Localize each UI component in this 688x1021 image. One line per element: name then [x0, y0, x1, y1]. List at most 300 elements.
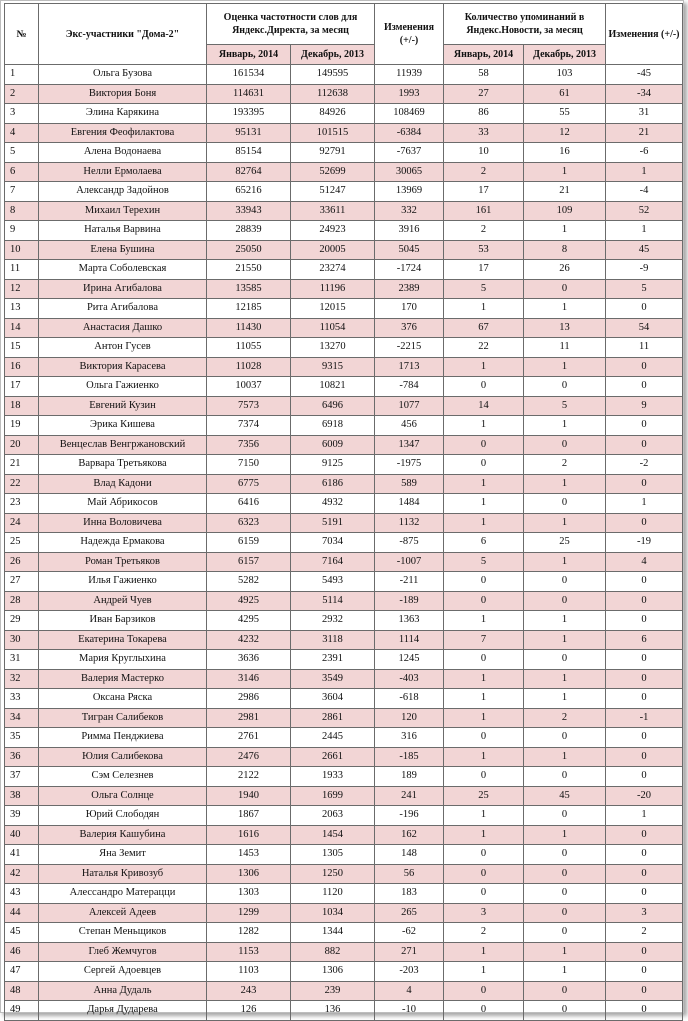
direct-jan-value: 243	[207, 981, 291, 1001]
news-change-value: 2	[606, 923, 683, 943]
direct-jan-value: 65216	[207, 182, 291, 202]
row-number: 7	[5, 182, 39, 202]
direct-change-value: 1245	[375, 650, 444, 670]
participant-name: Александр Задойнов	[39, 182, 207, 202]
table-row	[5, 416, 683, 436]
row-number: 25	[5, 533, 39, 553]
direct-jan-value: 193395	[207, 104, 291, 124]
direct-jan-value: 126	[207, 1001, 291, 1021]
direct-jan-value: 12185	[207, 299, 291, 319]
participant-name: Юлия Салибекова	[39, 747, 207, 767]
direct-dec-value: 5114	[291, 591, 375, 611]
news-dec-value: 0	[524, 884, 606, 904]
row-number: 9	[5, 221, 39, 241]
news-jan-value: 0	[444, 864, 524, 884]
participant-name: Валерия Мастерко	[39, 669, 207, 689]
news-jan-value: 0	[444, 845, 524, 865]
news-change-value: 1	[606, 494, 683, 514]
news-dec-value: 0	[524, 572, 606, 592]
table-row	[5, 279, 683, 299]
news-change-value: 54	[606, 318, 683, 338]
row-number: 3	[5, 104, 39, 124]
news-jan-value: 1	[444, 689, 524, 709]
direct-change-value: 316	[375, 728, 444, 748]
participant-name: Виктория Карасева	[39, 357, 207, 377]
direct-change-value: -875	[375, 533, 444, 553]
participant-name: Алессандро Матерацци	[39, 884, 207, 904]
table-row	[5, 552, 683, 572]
news-dec-value: 2	[524, 455, 606, 475]
direct-dec-value: 6496	[291, 396, 375, 416]
participant-name: Екатерина Токарева	[39, 630, 207, 650]
news-jan-value: 22	[444, 338, 524, 358]
news-jan-value: 3	[444, 903, 524, 923]
participant-name: Алена Водонаева	[39, 143, 207, 163]
row-number: 21	[5, 455, 39, 475]
table-row	[5, 201, 683, 221]
direct-change-value: 1993	[375, 84, 444, 104]
direct-change-value: -10	[375, 1001, 444, 1021]
news-change-value: -20	[606, 786, 683, 806]
news-jan-value: 0	[444, 455, 524, 475]
direct-jan-value: 1453	[207, 845, 291, 865]
row-number: 10	[5, 240, 39, 260]
row-number: 26	[5, 552, 39, 572]
news-jan-value: 0	[444, 435, 524, 455]
header-news-jan: Январь, 2014	[444, 45, 524, 65]
news-dec-value: 0	[524, 923, 606, 943]
row-number: 17	[5, 377, 39, 397]
direct-jan-value: 11430	[207, 318, 291, 338]
direct-change-value: 376	[375, 318, 444, 338]
direct-jan-value: 82764	[207, 162, 291, 182]
participant-name: Мария Круглыхина	[39, 650, 207, 670]
direct-jan-value: 2122	[207, 767, 291, 787]
news-dec-value: 1	[524, 942, 606, 962]
news-change-value: 0	[606, 981, 683, 1001]
news-jan-value: 53	[444, 240, 524, 260]
participant-name: Рита Агибалова	[39, 299, 207, 319]
direct-dec-value: 10821	[291, 377, 375, 397]
header-direct-jan: Январь, 2014	[207, 45, 291, 65]
direct-dec-value: 51247	[291, 182, 375, 202]
table-row	[5, 591, 683, 611]
direct-change-value: 332	[375, 201, 444, 221]
news-change-value: 0	[606, 299, 683, 319]
direct-change-value: 120	[375, 708, 444, 728]
news-change-value: 3	[606, 903, 683, 923]
direct-change-value: 1713	[375, 357, 444, 377]
participant-name: Сэм Селезнев	[39, 767, 207, 787]
direct-dec-value: 92791	[291, 143, 375, 163]
direct-jan-value: 10037	[207, 377, 291, 397]
direct-dec-value: 1933	[291, 767, 375, 787]
row-number: 16	[5, 357, 39, 377]
row-number: 49	[5, 1001, 39, 1021]
direct-jan-value: 4232	[207, 630, 291, 650]
news-dec-value: 1	[524, 474, 606, 494]
direct-dec-value: 23274	[291, 260, 375, 280]
news-jan-value: 86	[444, 104, 524, 124]
participant-name: Евгения Феофилактова	[39, 123, 207, 143]
direct-jan-value: 7573	[207, 396, 291, 416]
news-change-value: 0	[606, 435, 683, 455]
direct-dec-value: 2391	[291, 650, 375, 670]
news-change-value: 0	[606, 962, 683, 982]
table-row	[5, 494, 683, 514]
participant-name: Надежда Ермакова	[39, 533, 207, 553]
row-number: 37	[5, 767, 39, 787]
row-number: 46	[5, 942, 39, 962]
direct-dec-value: 882	[291, 942, 375, 962]
participant-name: Дарья Дударева	[39, 1001, 207, 1021]
table-row	[5, 747, 683, 767]
participant-name: Роман Третьяков	[39, 552, 207, 572]
news-jan-value: 0	[444, 572, 524, 592]
direct-dec-value: 1120	[291, 884, 375, 904]
participant-name: Венцеслав Венгржановский	[39, 435, 207, 455]
direct-change-value: 162	[375, 825, 444, 845]
participants-table	[4, 3, 683, 1021]
direct-change-value: 1484	[375, 494, 444, 514]
news-change-value: 0	[606, 845, 683, 865]
row-number: 42	[5, 864, 39, 884]
table-row	[5, 806, 683, 826]
direct-change-value: 241	[375, 786, 444, 806]
header-news-dec: Декабрь, 2013	[524, 45, 606, 65]
direct-change-value: 148	[375, 845, 444, 865]
direct-jan-value: 95131	[207, 123, 291, 143]
direct-dec-value: 1699	[291, 786, 375, 806]
table-row	[5, 923, 683, 943]
news-change-value: -4	[606, 182, 683, 202]
participant-name: Ольга Гажиенко	[39, 377, 207, 397]
table-row	[5, 318, 683, 338]
table-row	[5, 104, 683, 124]
direct-change-value: -203	[375, 962, 444, 982]
direct-change-value: -618	[375, 689, 444, 709]
participant-name: Римма Пенджиева	[39, 728, 207, 748]
news-dec-value: 1	[524, 962, 606, 982]
news-dec-value: 0	[524, 377, 606, 397]
direct-dec-value: 33611	[291, 201, 375, 221]
direct-change-value: 56	[375, 864, 444, 884]
news-change-value: 52	[606, 201, 683, 221]
news-jan-value: 1	[444, 357, 524, 377]
direct-jan-value: 1616	[207, 825, 291, 845]
participant-name: Яна Земит	[39, 845, 207, 865]
direct-dec-value: 6009	[291, 435, 375, 455]
direct-change-value: 1077	[375, 396, 444, 416]
direct-dec-value: 3549	[291, 669, 375, 689]
news-dec-value: 103	[524, 65, 606, 85]
table-row	[5, 240, 683, 260]
table-row	[5, 357, 683, 377]
direct-jan-value: 2476	[207, 747, 291, 767]
header-news-change: Изменения (+/-)	[606, 4, 683, 65]
news-dec-value: 0	[524, 591, 606, 611]
news-change-value: 0	[606, 825, 683, 845]
participant-name: Влад Кадони	[39, 474, 207, 494]
row-number: 44	[5, 903, 39, 923]
news-jan-value: 10	[444, 143, 524, 163]
direct-change-value: -7637	[375, 143, 444, 163]
direct-dec-value: 9125	[291, 455, 375, 475]
table-row	[5, 143, 683, 163]
table-row	[5, 962, 683, 982]
news-dec-value: 1	[524, 747, 606, 767]
news-dec-value: 11	[524, 338, 606, 358]
news-jan-value: 17	[444, 260, 524, 280]
table-row	[5, 864, 683, 884]
news-jan-value: 2	[444, 923, 524, 943]
table-row	[5, 182, 683, 202]
participant-name: Марта Соболевская	[39, 260, 207, 280]
direct-change-value: 108469	[375, 104, 444, 124]
news-dec-value: 0	[524, 728, 606, 748]
direct-dec-value: 5493	[291, 572, 375, 592]
direct-change-value: -185	[375, 747, 444, 767]
participant-name: Алексей Адеев	[39, 903, 207, 923]
direct-dec-value: 12015	[291, 299, 375, 319]
direct-change-value: -1007	[375, 552, 444, 572]
header-news-mentions: Количество упоминаний в Яндекс.Новости, за месяц	[444, 4, 606, 45]
news-change-value: -2	[606, 455, 683, 475]
direct-jan-value: 1306	[207, 864, 291, 884]
news-change-value: 0	[606, 942, 683, 962]
table-row	[5, 825, 683, 845]
news-jan-value: 0	[444, 377, 524, 397]
direct-change-value: 13969	[375, 182, 444, 202]
row-number: 5	[5, 143, 39, 163]
news-jan-value: 1	[444, 708, 524, 728]
table-row	[5, 474, 683, 494]
news-dec-value: 2	[524, 708, 606, 728]
direct-change-value: -189	[375, 591, 444, 611]
news-dec-value: 45	[524, 786, 606, 806]
row-number: 38	[5, 786, 39, 806]
direct-dec-value: 2861	[291, 708, 375, 728]
table-row	[5, 942, 683, 962]
direct-dec-value: 1305	[291, 845, 375, 865]
news-dec-value: 25	[524, 533, 606, 553]
direct-change-value: 456	[375, 416, 444, 436]
direct-dec-value: 4932	[291, 494, 375, 514]
row-number: 32	[5, 669, 39, 689]
table-row	[5, 611, 683, 631]
news-jan-value: 6	[444, 533, 524, 553]
news-dec-value: 13	[524, 318, 606, 338]
news-jan-value: 25	[444, 786, 524, 806]
news-change-value: 0	[606, 864, 683, 884]
news-change-value: 0	[606, 689, 683, 709]
news-change-value: 0	[606, 591, 683, 611]
news-change-value: 0	[606, 357, 683, 377]
participant-name: Май Абрикосов	[39, 494, 207, 514]
news-jan-value: 2	[444, 162, 524, 182]
news-dec-value: 1	[524, 552, 606, 572]
participant-name: Эрика Кишева	[39, 416, 207, 436]
row-number: 19	[5, 416, 39, 436]
direct-change-value: -2215	[375, 338, 444, 358]
direct-dec-value: 1250	[291, 864, 375, 884]
direct-jan-value: 7356	[207, 435, 291, 455]
direct-change-value: 2389	[375, 279, 444, 299]
table-row	[5, 689, 683, 709]
direct-jan-value: 1299	[207, 903, 291, 923]
direct-jan-value: 161534	[207, 65, 291, 85]
news-dec-value: 1	[524, 357, 606, 377]
direct-dec-value: 239	[291, 981, 375, 1001]
news-jan-value: 33	[444, 123, 524, 143]
direct-dec-value: 84926	[291, 104, 375, 124]
direct-jan-value: 6323	[207, 513, 291, 533]
direct-jan-value: 2986	[207, 689, 291, 709]
direct-jan-value: 114631	[207, 84, 291, 104]
direct-change-value: -1724	[375, 260, 444, 280]
direct-jan-value: 4295	[207, 611, 291, 631]
news-jan-value: 0	[444, 650, 524, 670]
news-dec-value: 1	[524, 299, 606, 319]
direct-dec-value: 2932	[291, 611, 375, 631]
news-change-value: 1	[606, 806, 683, 826]
news-dec-value: 1	[524, 513, 606, 533]
news-change-value: -9	[606, 260, 683, 280]
news-jan-value: 0	[444, 884, 524, 904]
row-number: 22	[5, 474, 39, 494]
table-body	[5, 65, 683, 1021]
news-jan-value: 1	[444, 747, 524, 767]
news-jan-value: 1	[444, 494, 524, 514]
direct-dec-value: 3604	[291, 689, 375, 709]
direct-jan-value: 2981	[207, 708, 291, 728]
table-row	[5, 513, 683, 533]
direct-dec-value: 20005	[291, 240, 375, 260]
news-change-value: 21	[606, 123, 683, 143]
direct-change-value: -211	[375, 572, 444, 592]
participant-name: Степан Меньщиков	[39, 923, 207, 943]
table-row	[5, 981, 683, 1001]
news-change-value: 0	[606, 416, 683, 436]
direct-jan-value: 6416	[207, 494, 291, 514]
news-dec-value: 0	[524, 435, 606, 455]
row-number: 4	[5, 123, 39, 143]
news-change-value: 0	[606, 884, 683, 904]
direct-dec-value: 149595	[291, 65, 375, 85]
news-jan-value: 161	[444, 201, 524, 221]
direct-dec-value: 101515	[291, 123, 375, 143]
news-change-value: 0	[606, 767, 683, 787]
table-row	[5, 435, 683, 455]
table-row	[5, 728, 683, 748]
direct-change-value: -1975	[375, 455, 444, 475]
row-number: 35	[5, 728, 39, 748]
news-change-value: -19	[606, 533, 683, 553]
participant-name: Глеб Жемчугов	[39, 942, 207, 962]
news-jan-value: 1	[444, 513, 524, 533]
row-number: 14	[5, 318, 39, 338]
participant-name: Ольга Солнце	[39, 786, 207, 806]
news-change-value: 0	[606, 474, 683, 494]
direct-change-value: 189	[375, 767, 444, 787]
row-number: 28	[5, 591, 39, 611]
news-dec-value: 0	[524, 494, 606, 514]
direct-change-value: 1363	[375, 611, 444, 631]
direct-change-value: 4	[375, 981, 444, 1001]
news-dec-value: 55	[524, 104, 606, 124]
direct-dec-value: 1034	[291, 903, 375, 923]
direct-dec-value: 2445	[291, 728, 375, 748]
row-number: 11	[5, 260, 39, 280]
news-jan-value: 0	[444, 1001, 524, 1021]
news-change-value: 0	[606, 513, 683, 533]
direct-dec-value: 1306	[291, 962, 375, 982]
row-number: 36	[5, 747, 39, 767]
news-jan-value: 1	[444, 962, 524, 982]
news-dec-value: 0	[524, 806, 606, 826]
news-jan-value: 5	[444, 279, 524, 299]
table-row	[5, 884, 683, 904]
news-dec-value: 1	[524, 416, 606, 436]
row-number: 48	[5, 981, 39, 1001]
news-change-value: 1	[606, 162, 683, 182]
row-number: 15	[5, 338, 39, 358]
news-change-value: 4	[606, 552, 683, 572]
table-row	[5, 162, 683, 182]
direct-jan-value: 1153	[207, 942, 291, 962]
participant-name: Ольга Бузова	[39, 65, 207, 85]
news-dec-value: 1	[524, 669, 606, 689]
direct-jan-value: 6157	[207, 552, 291, 572]
news-jan-value: 0	[444, 767, 524, 787]
participant-name: Наталья Варвина	[39, 221, 207, 241]
direct-jan-value: 25050	[207, 240, 291, 260]
news-jan-value: 1	[444, 825, 524, 845]
news-jan-value: 14	[444, 396, 524, 416]
news-change-value: -6	[606, 143, 683, 163]
direct-dec-value: 3118	[291, 630, 375, 650]
row-number: 6	[5, 162, 39, 182]
direct-jan-value: 11055	[207, 338, 291, 358]
direct-jan-value: 33943	[207, 201, 291, 221]
table-row	[5, 630, 683, 650]
news-dec-value: 61	[524, 84, 606, 104]
news-dec-value: 0	[524, 981, 606, 1001]
news-change-value: 45	[606, 240, 683, 260]
participant-name: Антон Гусев	[39, 338, 207, 358]
direct-dec-value: 2661	[291, 747, 375, 767]
direct-dec-value: 136	[291, 1001, 375, 1021]
table-row	[5, 65, 683, 85]
table-row	[5, 260, 683, 280]
direct-dec-value: 112638	[291, 84, 375, 104]
news-jan-value: 1	[444, 942, 524, 962]
row-number: 43	[5, 884, 39, 904]
table-row	[5, 338, 683, 358]
news-change-value: 11	[606, 338, 683, 358]
table-row	[5, 669, 683, 689]
direct-dec-value: 2063	[291, 806, 375, 826]
news-dec-value: 8	[524, 240, 606, 260]
participant-name: Илья Гажиенко	[39, 572, 207, 592]
direct-dec-value: 1344	[291, 923, 375, 943]
direct-jan-value: 21550	[207, 260, 291, 280]
direct-change-value: 30065	[375, 162, 444, 182]
news-jan-value: 1	[444, 299, 524, 319]
row-number: 39	[5, 806, 39, 826]
participant-name: Евгений Кузин	[39, 396, 207, 416]
news-change-value: 0	[606, 747, 683, 767]
